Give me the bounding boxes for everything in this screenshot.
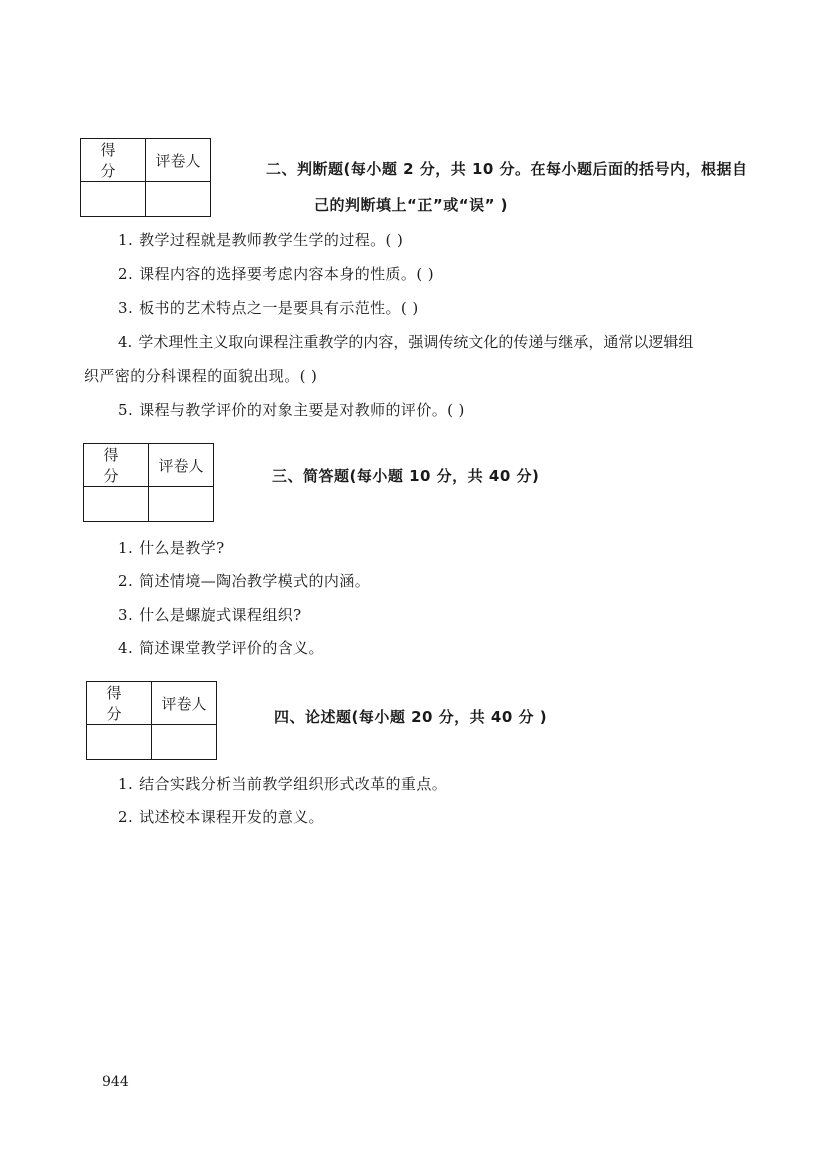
- question-number: 4.: [118, 639, 134, 657]
- question-number: 3.: [118, 299, 134, 317]
- question-number: 2.: [118, 572, 134, 590]
- question-text: 结合实践分析当前教学组织形式改革的重点。: [139, 775, 448, 793]
- question-text: 简述情境—陶冶教学模式的内涵。: [139, 572, 371, 590]
- section4-question: [118, 806, 324, 827]
- question-number: 4.: [118, 333, 133, 351]
- question-text: 什么是教学?: [139, 539, 225, 557]
- section3-question: [118, 604, 302, 625]
- score-label: 得 分: [87, 682, 152, 725]
- question-text: 什么是螺旋式课程组织?: [139, 606, 302, 624]
- section2-question: [118, 297, 419, 318]
- section3-heading: 三、简答题(每小题 10 分，共 40 分): [272, 467, 540, 485]
- score-label: 得 分: [84, 444, 149, 487]
- section2-heading-line2: 己的判断填上“正”或“误” ): [314, 196, 509, 214]
- question-number: 1.: [118, 231, 134, 249]
- question-text: 课程内容的选择要考虑内容本身的性质。( ): [139, 265, 434, 283]
- score-box-section4: [86, 681, 217, 760]
- question-number: 5.: [118, 401, 134, 419]
- section2-question-continuation: [84, 365, 317, 386]
- grader-label: 评卷人: [149, 444, 214, 487]
- question-text: 织严密的分科课程的面貌出现。( ): [84, 367, 318, 385]
- section3-question: [118, 537, 225, 558]
- grader-cell: [149, 487, 214, 522]
- section3-question: [118, 570, 370, 591]
- question-text: 课程与教学评价的对象主要是对教师的评价。( ): [139, 401, 465, 419]
- page-number: 944: [102, 1074, 129, 1090]
- question-number: 3.: [118, 606, 134, 624]
- grader-label: 评卷人: [146, 139, 211, 182]
- score-cell: [84, 487, 149, 522]
- section2-heading-line1: 二、判断题(每小题 2 分，共 10 分。在每小题后面的括号内，根据自: [266, 160, 748, 178]
- score-cell: [81, 182, 146, 217]
- question-text: 学术理性主义取向课程注重教学的内容，强调传统文化的传递与继承，通常以逻辑组: [138, 333, 694, 351]
- score-label: 得 分: [81, 139, 146, 182]
- grader-cell: [146, 182, 211, 217]
- question-number: 2.: [118, 265, 134, 283]
- question-text: 教学过程就是教师教学生学的过程。( ): [139, 231, 404, 249]
- question-text: 试述校本课程开发的意义。: [139, 808, 324, 826]
- grader-label: 评卷人: [152, 682, 217, 725]
- question-number: 2.: [118, 808, 134, 826]
- score-cell: [87, 725, 152, 760]
- question-text: 板书的艺术特点之一是要具有示范性。( ): [139, 299, 419, 317]
- section2-question: [118, 229, 403, 250]
- section3-question: [118, 637, 324, 658]
- score-box-section2: [80, 138, 211, 217]
- question-text: 简述课堂教学评价的含义。: [139, 639, 324, 657]
- section4-heading: 四、论述题(每小题 20 分，共 40 分 ): [274, 708, 548, 726]
- section2-question: [118, 399, 465, 420]
- section2-question: [118, 331, 693, 352]
- section4-question: [118, 773, 447, 794]
- question-number: 1.: [118, 539, 134, 557]
- section2-question: [118, 263, 434, 284]
- grader-cell: [152, 725, 217, 760]
- question-number: 1.: [118, 775, 134, 793]
- score-box-section3: [83, 443, 214, 522]
